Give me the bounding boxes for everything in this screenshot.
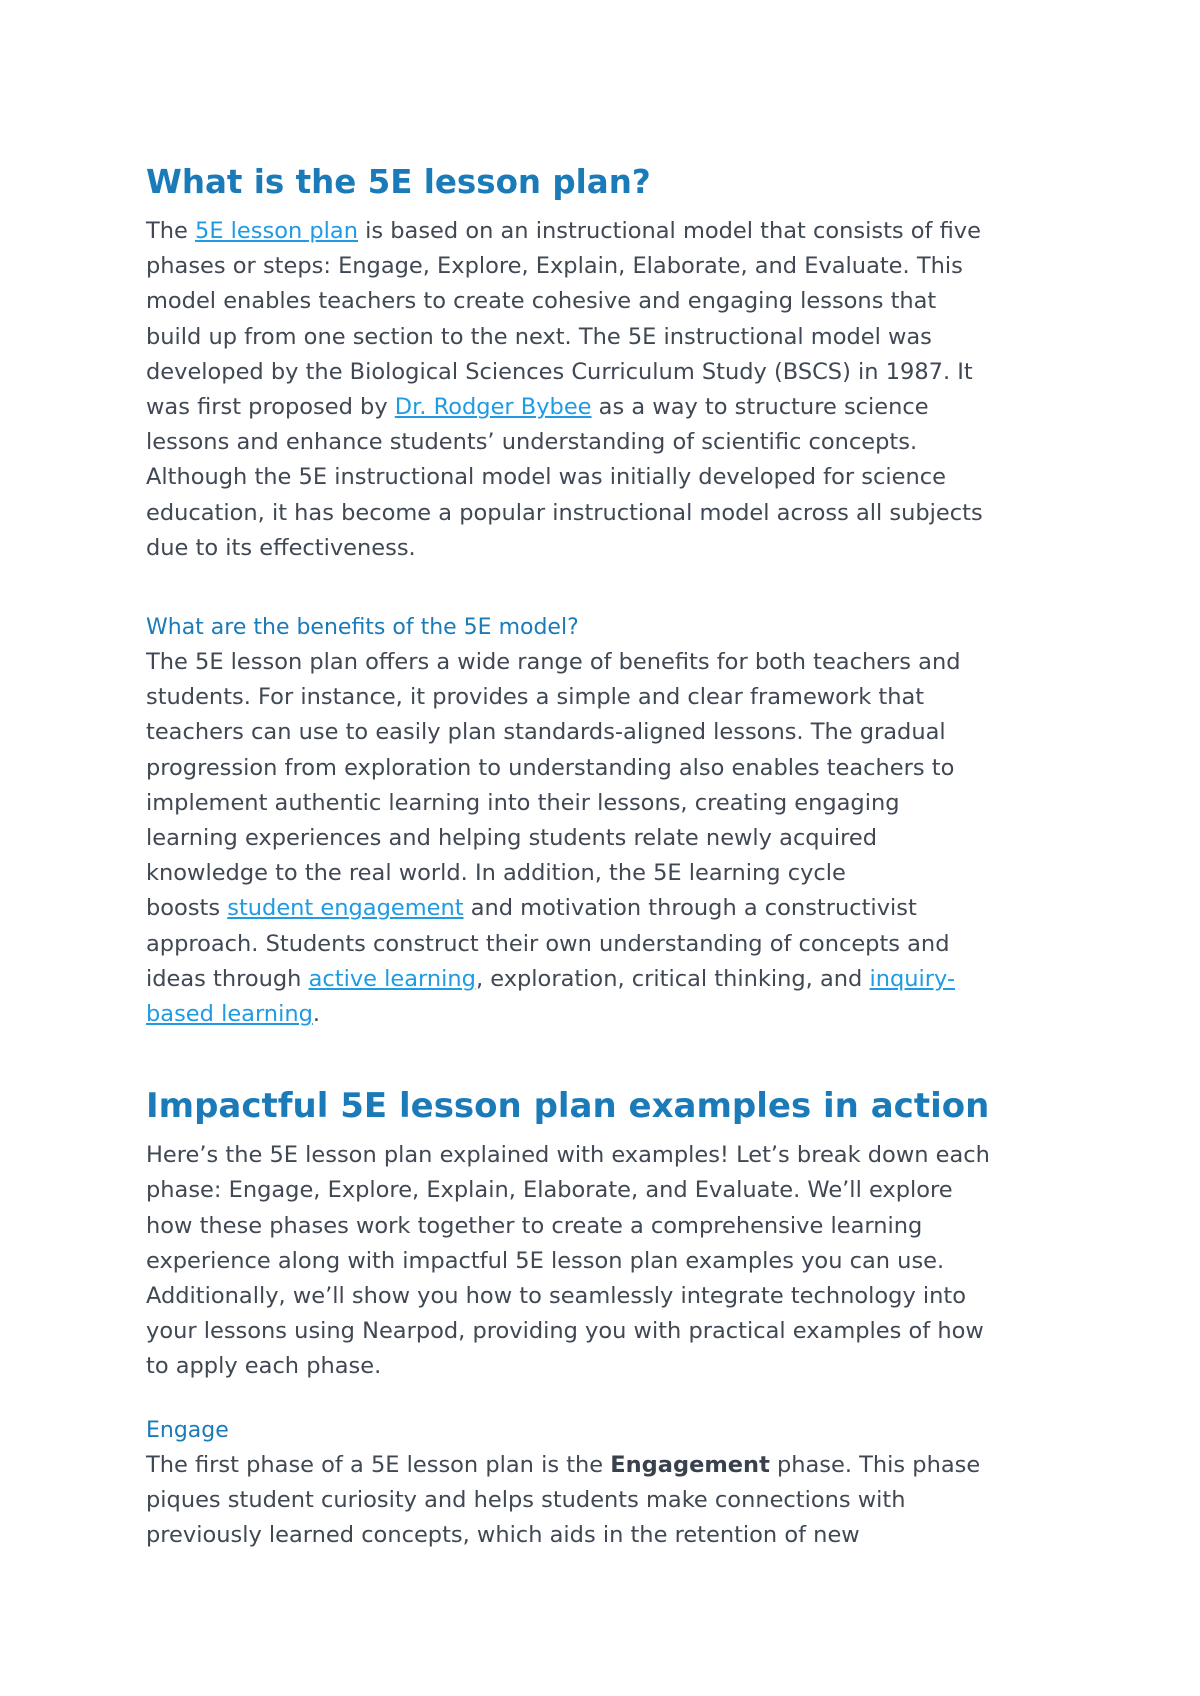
text-line: Although the 5E instructional model was initially developed for science [146,464,946,491]
text-line: piques student curiosity and helps students make connections with [146,1486,906,1513]
text-line: your lessons using Nearpod, providing you with practical examples of how [146,1318,984,1345]
text-line [146,1448,1086,1483]
text-span: . [312,1001,321,1028]
text-span: was first proposed by [146,394,395,421]
heading-benefits: What are the benefits of the 5E model? [146,615,579,641]
link-dr-rodger-bybee[interactable]: Dr. Rodger Bybee [394,394,592,421]
text-line: learning experiences and helping students relate newly acquired [146,825,877,852]
text-line: teachers can use to easily plan standards-aligned lessons. The gradual [146,719,946,746]
text-line: Additionally, we’ll show you how to seamlessly integrate technology into [146,1283,967,1310]
text-line: students. For instance, it provides a simple and clear framework that [146,684,925,711]
heading-engage: Engage [146,1417,229,1443]
document-page [146,150,1086,1553]
text-line: developed by the Biological Sciences Curriculum Study (BSCS) in 1987. It [146,358,973,385]
text-span: and motivation through a constructivist [463,895,917,922]
text-span: The [146,218,195,244]
text-span: ideas through [146,965,309,992]
text-line: lessons and enhance students’ understanding of scientific concepts. [146,429,918,456]
text-line: phase: Engage, Explore, Explain, Elaborate, and Evaluate. We’ll explore [146,1177,953,1204]
paragraph-impactful-examples [146,1138,1086,1384]
text-span: phase. This phase [769,1451,981,1478]
text-line: model enables teachers to create cohesive and engaging lessons that [146,288,937,315]
link-inquiry-based-learning[interactable]: inquiry- [869,965,956,992]
text-line [146,891,1086,926]
text-line [146,997,1086,1032]
text-line: experience along with impactful 5E lesson plan examples you can use. [146,1247,945,1274]
link-inquiry-based-learning-cont[interactable]: based learning [146,1001,313,1028]
text-line: knowledge to the real world. In addition, the 5E learning cycle [146,860,846,887]
text-line: Here’s the 5E lesson plan explained with examples! Let’s break down each [146,1142,990,1169]
text-span: as a way to structure science [591,394,929,421]
text-line: previously learned concepts, which aids in the retention of new [146,1522,860,1549]
text-span: boosts [146,895,228,922]
paragraph-engage [146,1448,1086,1554]
text-span: is based on an instructional model that consists of five [357,218,981,244]
paragraph-what-is-5e [146,214,1086,566]
text-line: to apply each phase. [146,1353,382,1380]
text-line: education, it has become a popular instructional model across all subjects [146,499,983,526]
link-active-learning[interactable]: active learning [308,965,476,992]
bold-engagement: Engagement [610,1451,770,1478]
heading-impactful-examples: Impactful 5E lesson plan examples in action [146,1086,990,1127]
link-student-engagement[interactable]: student engagement [227,895,464,922]
text-line [146,962,1086,997]
text-line: phases or steps: Engage, Explore, Explain, Elaborate, and Evaluate. This [146,253,963,280]
text-line [146,390,1086,425]
paragraph-benefits [146,645,1086,1032]
text-line [146,214,1086,249]
text-line: how these phases work together to create a comprehensive learning [146,1212,923,1239]
text-line: progression from exploration to understanding also enables teachers to [146,754,955,781]
text-line: The 5E lesson plan offers a wide range of benefits for both teachers and [146,649,961,676]
text-line: approach. Students construct their own understanding of concepts and [146,930,950,957]
heading-what-is-5e: What is the 5E lesson plan? [146,163,651,201]
link-5e-lesson-plan[interactable]: 5E lesson plan [195,218,358,244]
text-line: build up from one section to the next. The 5E instructional model was [146,323,932,350]
text-span: The first phase of a 5E lesson plan is the [146,1451,611,1478]
text-line: due to its effectiveness. [146,534,416,561]
text-line: implement authentic learning into their lessons, creating engaging [146,789,900,816]
text-span: , exploration, critical thinking, and [475,965,870,992]
